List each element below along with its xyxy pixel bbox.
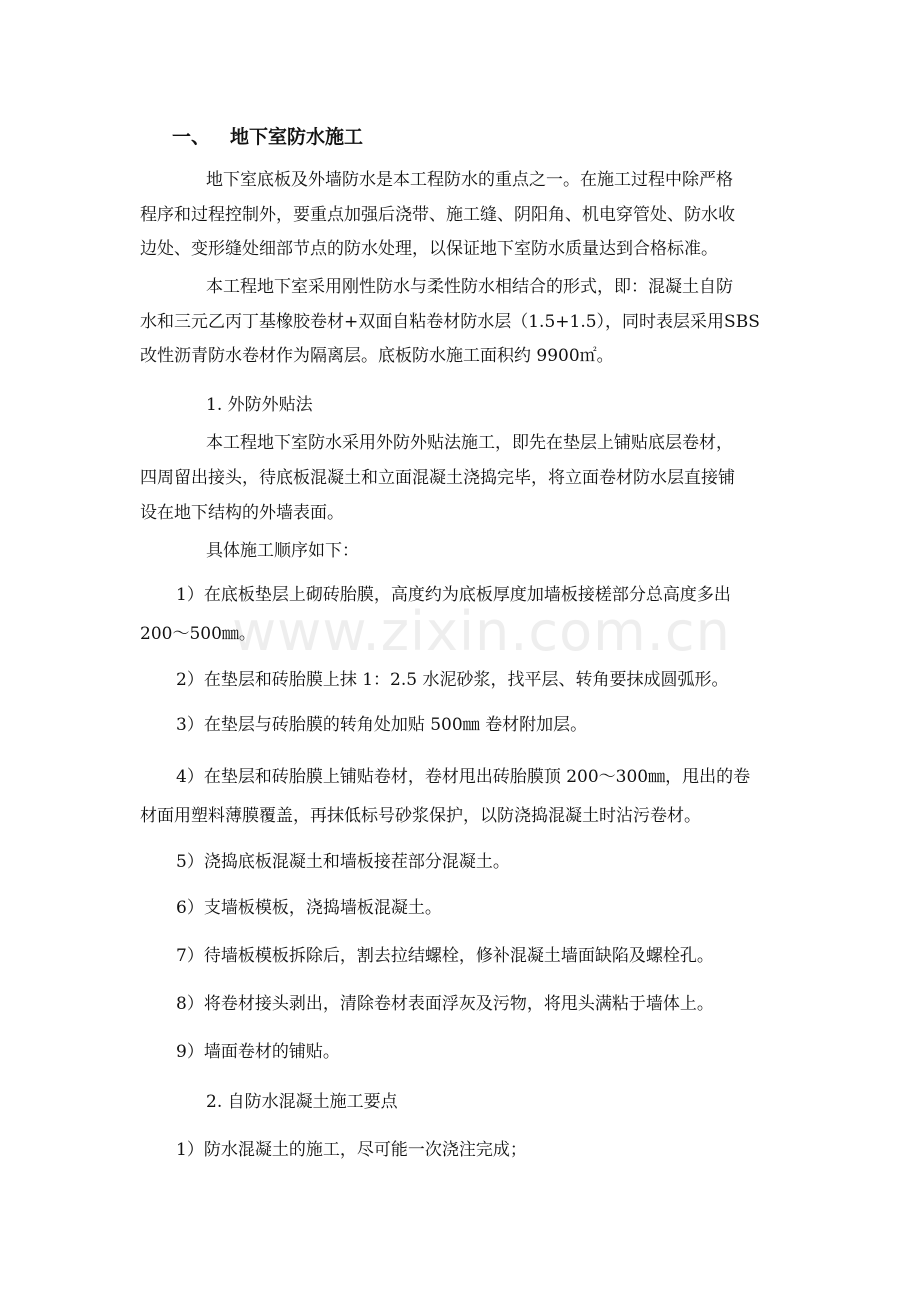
list-item: 4）在垫层和砖胎膜上铺贴卷材，卷材甩出砖胎膜顶 200～300㎜，甩出的卷 (176, 767, 751, 787)
list-item: 1）防水混凝土的施工，尽可能一次浇注完成； (176, 1140, 527, 1160)
subsection-title: 2. 自防水混凝土施工要点 (206, 1092, 398, 1112)
paragraph-line: 边处、变形缝处细部节点的防水处理，以保证地下室防水质量达到合格标准。 (140, 239, 718, 259)
subsection-title: 1. 外防外贴法 (206, 395, 313, 415)
section-heading (172, 124, 363, 150)
list-item: 7）待墙板模板拆除后，割去拉结螺栓，修补混凝土墙面缺陷及螺栓孔。 (176, 946, 714, 966)
list-item: 3）在垫层与砖胎膜的转角处加贴 500㎜ 卷材附加层。 (176, 715, 588, 735)
paragraph-line: 设在地下结构的外墙表面。 (140, 503, 344, 523)
paragraph-line: 本工程地下室采用刚性防水与柔性防水相结合的形式，即：混凝土自防 (206, 277, 733, 297)
paragraph-line: 地下室底板及外墙防水是本工程防水的重点之一。在施工过程中除严格 (206, 170, 733, 190)
paragraph-line: 具体施工顺序如下： (206, 541, 359, 561)
watermark: www.zixin.com.cn (232, 600, 731, 663)
paragraph-line: 程序和过程控制外，要重点加强后浇带、施工缝、阴阳角、机电穿管处、防水收 (140, 205, 735, 225)
list-item: 9）墙面卷材的铺贴。 (176, 1042, 340, 1062)
heading-number: 一、 (172, 126, 211, 148)
heading-title: 地下室防水施工 (230, 126, 364, 148)
list-item-continuation: 材面用塑料薄膜覆盖，再抹低标号砂浆保护，以防浇捣混凝土时沾污卷材。 (140, 806, 701, 826)
list-item: 6）支墙板模板，浇捣墙板混凝土。 (176, 898, 442, 918)
paragraph-line: 四周留出接头，待底板混凝土和立面混凝土浇捣完毕，将立面卷材防水层直接铺 (140, 468, 735, 488)
list-item: 8）将卷材接头剥出，清除卷材表面浮灰及污物，将甩头满粘于墙体上。 (176, 994, 714, 1014)
list-item: 2）在垫层和砖胎膜上抹 1：2.5 水泥砂浆，找平层、转角要抹成圆弧形。 (176, 670, 729, 690)
list-item: 1）在底板垫层上砌砖胎膜，高度约为底板厚度加墙板接槎部分总高度多出 (176, 585, 731, 605)
paragraph-line: 本工程地下室防水采用外防外贴法施工，即先在垫层上铺贴底层卷材， (206, 433, 733, 453)
list-item-continuation: 200～500㎜。 (140, 624, 256, 644)
paragraph-line: 改性沥青防水卷材作为隔离层。底板防水施工面积约 9900㎡。 (140, 346, 614, 366)
list-item: 5）浇捣底板混凝土和墙板接茬部分混凝土。 (176, 852, 510, 872)
paragraph-line: 水和三元乙丙丁基橡胶卷材+双面自粘卷材防水层（1.5+1.5），同时表层采用SBS (140, 312, 760, 332)
